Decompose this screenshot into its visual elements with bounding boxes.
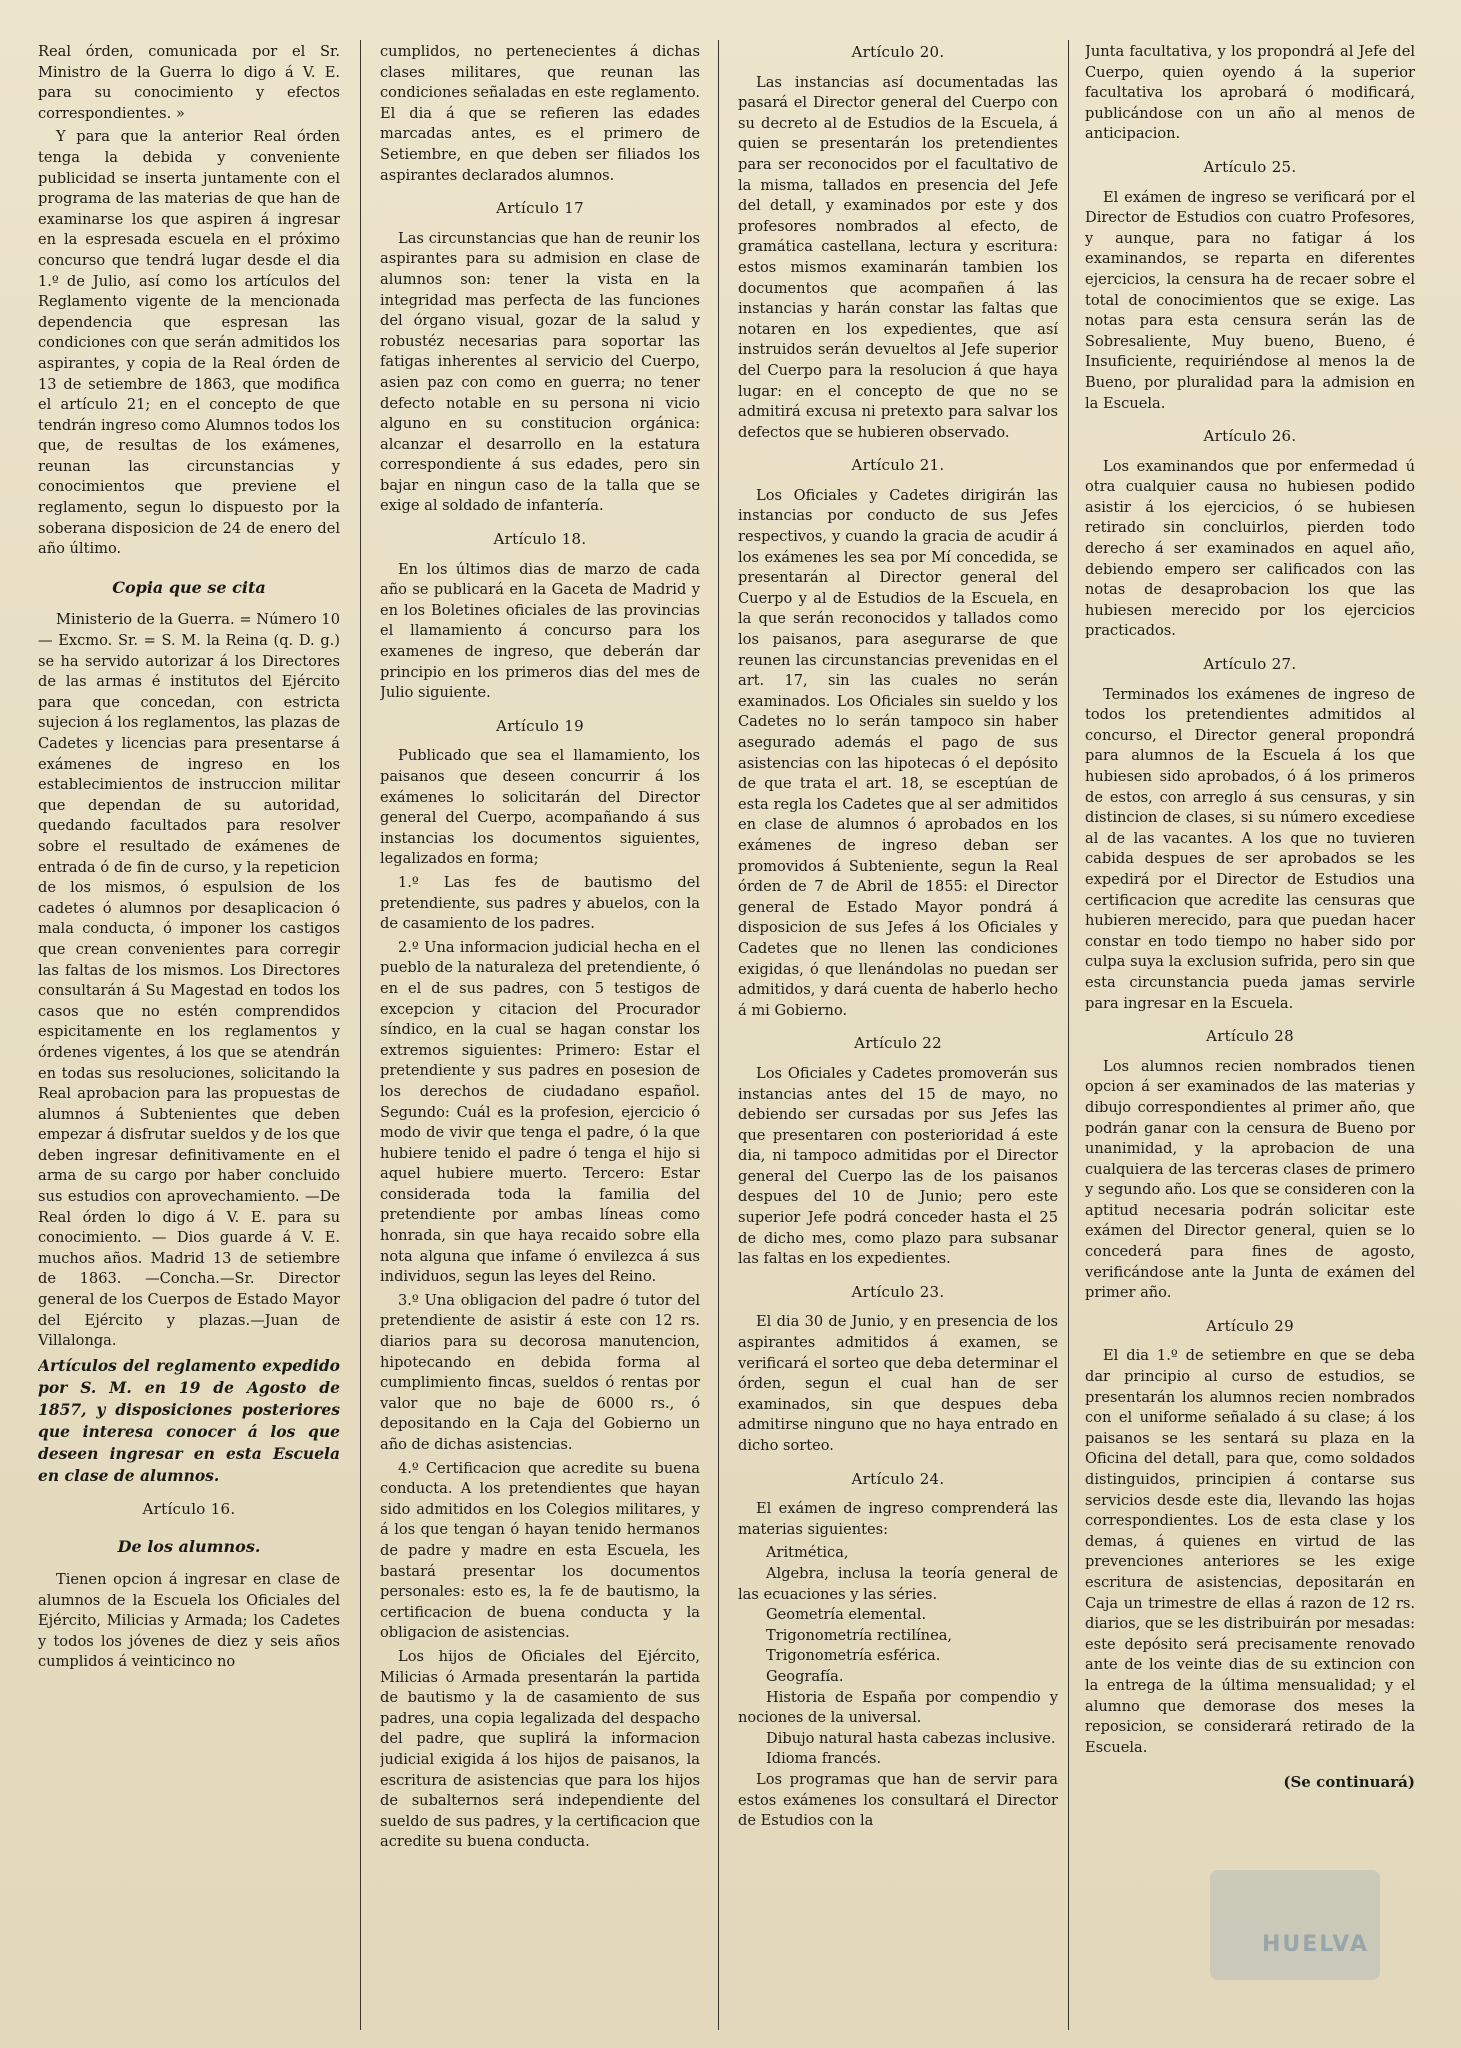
article-heading: Artículo 24. xyxy=(851,1469,945,1488)
article-heading: Artículo 19 xyxy=(496,716,584,735)
continuation-note: (Se continuará) xyxy=(1283,1773,1415,1792)
list-item: Algebra, inclusa la teoría general de las ecuaciones y las séries. xyxy=(738,1564,1058,1603)
list-item: 3.º Una obligacion del padre ó tutor del pretendiente de asistir á este con 12 rs. diarios para su decorosa manutencion, hipotecando en debida forma al cumplimiento fincas, sueldos ó rentas por valor que no baje de 6000 rs., ó depositando en la Caja del Gobierno un año de dichas asistencias. xyxy=(380,1291,700,1453)
list-item: 1.º Las fes de bautismo del pretendiente, sus padres y abuelos, con la de casamiento de los padres. xyxy=(380,873,700,933)
paragraph: Los Oficiales y Cadetes dirigirán las instancias por conducto de sus Jefes respectivos, y cuando la gracia de acudir á los exámenes les sea por Mí concedida, se presentarán al Director general del Cuerpo y al de Estudios de la Escuela, en la que serán reconocidos y tallados como los paisanos, para asegurarse de que reunen las circunstancias prevenidas en el art. 17, sin las cuales no serán examinados. Los Oficiales sin sueldo y los Cadetes no lo serán tampoco sin haber asegurado además el pago de sus asistencias con las hipotecas ó el depósito de que trata el art. 18, se esceptúan de esta regla los Cadetes que al ser admitidos en clase de alumnos ó aprobados en los exámenes de ingreso deban ser promovidos á Subteniente, segun la Real órden de 7 de Abril de 1855: el Director general de Estado Mayor pondrá á disposicion de sus Jefes á los Oficiales y Cadetes que no llenen las condiciones exigidas, ó que llenándolas no puedan ser admitidos, y dará cuenta de haberlo hecho á mi Gobierno. xyxy=(738,486,1058,1019)
paragraph: El dia 30 de Junio, y en presencia de los aspirantes admitidos á examen, se verificará el sorteo que deba determinar el órden, segun el cual han de ser examinados, sin que despues deba admitirse ninguno que no haya entrado en dicho sorteo. xyxy=(738,1313,1058,1454)
list-item: 4.º Certificacion que acredite su buena conducta. A los pretendientes que hayan sido admitidos en los Colegios militares, y á los que tengan ó hayan tenido hermanos de padre y madre en esta Escuela, les bastará presentar los documentos personales: esto es, la fe de bautismo, la certificacion de buena conducta y la obligacion de asistencias. xyxy=(380,1459,700,1642)
article-heading: Artículo 22 xyxy=(854,1034,942,1053)
list-item: Historia de España por compendio y nociones de la universal. xyxy=(738,1688,1058,1727)
paragraph: Publicado que sea el llamamiento, los paisanos que deseen concurrir á los exámenes lo solicitarán del Director general del Cuerpo, acompañando á sus instancias los documentos siguientes, legalizados en forma; xyxy=(380,747,700,868)
list-item: Dibujo natural hasta cabezas inclusive. xyxy=(766,1729,1056,1747)
article-heading: Artículo 27. xyxy=(1203,655,1297,674)
article-heading: Artículo 29 xyxy=(1206,1316,1294,1335)
article-heading: Artículo 25. xyxy=(1203,157,1297,176)
column-2 xyxy=(380,42,700,2032)
article-heading: Artículo 23. xyxy=(851,1282,945,1301)
paragraph: El exámen de ingreso comprenderá las materias siguientes: xyxy=(738,1500,1058,1538)
paragraph: En los últimos dias de marzo de cada año se publicará en la Gaceta de Madrid y en los Boletines oficiales de las provincias el llamamiento á concurso para los examenes de ingreso, que deberán dar principio en los primeros dias del mes de Julio siguiente. xyxy=(380,560,700,702)
article-heading: Artículo 28 xyxy=(1206,1027,1294,1046)
paragraph: Y para que la anterior Real órden tenga la debida y conveniente publicidad se inserta juntamente con el programa de las materias de que han de examinarse los que aspiren á ingresar en la espresada escuela en el próximo concurso que tendrá lugar desde el dia 1.º de Julio, así como los artículos del Reglamento vigente de la mencionada dependencia que espresan las condiciones con que serán admitidos los aspirantes, y copia de la Real órden de 13 de setiembre de 1863, que modifica el artículo 21; en el concepto de que tendrán ingreso como Alumnos todos los que, de resultas de los exámenes, reunan las circunstancias y conocimientos que previene el reglamento, segun lo dispuesto por la soberana disposicion de 24 de enero del año último. xyxy=(38,128,340,558)
paragraph: Los alumnos recien nombrados tienen opcion á ser examinados de las materias y dibujo correspondientes al primer año, que podrán ganar con la censura de Bueno por unanimidad, y la aprobacion de una cualquiera de las terceras clases de primero y segundo año. Los que se consideren con la aptitud necesaria podrán solicitar este exámen del Director general, quien se lo concederá para fines de agosto, verificándose ante la Junta de exámen del primer año. xyxy=(1085,1057,1415,1302)
list-item: Idioma francés. xyxy=(766,1750,882,1768)
article-heading: Artículo 26. xyxy=(1203,427,1297,446)
column-rule xyxy=(718,40,719,2030)
column-1 xyxy=(38,42,340,2032)
paragraph: Junta facultativa, y los propondrá al Jefe del Cuerpo, quien oyendo á la superior facultativa los aprobará ó modificará, publicándose con un año al menos de anticipacion. xyxy=(1085,43,1415,143)
list-item: Aritmética, xyxy=(766,1544,849,1562)
article-heading: Artículo 21. xyxy=(851,456,945,475)
paragraph: El dia 1.º de setiembre en que se deba dar principio al curso de estudios, se presentarán los alumnos recien nombrados con el uniforme señalado á su clase; á los paisanos se les sentará su plaza en la Oficina del detall, para que, como soldados distinguidos, principien á contarse sus servicios desde este dia, llevando las hojas correspondientes. Los de esta clase y los demas, á quienes en virtud de las prevenciones anteriores se les exige escritura de asistencias, depositarán en Caja un trimestre de ellas á razon de 12 rs. diarios, que se les distribuirán por mesadas: este depósito será precisamente renovado ante de los veinte dias de su extincion con la entrega de la última mensualidad; y el alumno que demorase dos meses la reposicion, se considerará retirado de la Escuela. xyxy=(1085,1347,1415,1756)
paragraph: Los programas que han de servir para estos exámenes los consultará el Director de Estudios con la xyxy=(738,1770,1058,1830)
column-3 xyxy=(738,42,1058,2032)
section-heading: Copia que se cita xyxy=(112,577,266,597)
paragraph: Los Oficiales y Cadetes promoverán sus instancias antes del 15 de mayo, no debiendo ser cursadas por sus Jefes las que presentaren con posterioridad á este dia, ni tampoco admitidas por el Director general del Cuerpo las de los paisanos despues del 10 de Junio; pero este superior Jefe podrá conceder hasta el 25 de dicho mes, como plazo para subsanar las faltas en los expedientes. xyxy=(738,1064,1058,1268)
list-item: 2.º Una informacion judicial hecha en el pueblo de la naturaleza del pretendiente, ó en el de sus padres, con 5 testigos de excepcion y citacion del Procurador síndico, en la cual se hagan constar los extremos siguientes: Primero: Estar el pretendiente y sus padres en posesion de los derechos de ciudadano español. Segundo: Cuál es la profesion, ejercicio ó modo de vivir que tenga el padre, ó la que hubiere tenido el padre ó tenga el hijo si aquel hubiere muerto. Tercero: Estar considerada toda la familia del pretendiente por ambas líneas como honrada, sin que haya recaido sobre ella nota alguna que infame ó envilezca á sus individuos, segun las leyes del Reino. xyxy=(380,938,700,1286)
section-heading: De los alumnos. xyxy=(117,1537,261,1557)
column-rule xyxy=(1068,40,1069,2030)
article-heading: Artículo 20. xyxy=(851,43,945,61)
list-item: Geografía. xyxy=(766,1667,844,1685)
paragraph: El exámen de ingreso se verificará por el Director de Estudios con cuatro Profesores, y aunque, para no fatigar á los examinandos, se reparta en diferentes ejercicios, la censura ha de recaer sobre el total de conocimientos que se exige. Las notas para esta censura serán las de Sobresaliente, Muy bueno, Bueno, é Insuficiente, requiriéndose al menos la de Bueno, por pluralidad para la admision en la Escuela. xyxy=(1085,188,1415,412)
list-item: Trigonometría rectilínea, xyxy=(766,1626,953,1644)
paragraph: Tienen opcion á ingresar en clase de alumnos de la Escuela los Oficiales del Ejército, Milicias y Armada; los Cadetes y todos los jóvenes de diez y seis años cumplidos á veinticinco no xyxy=(38,1571,340,1671)
archive-stamp xyxy=(1210,1870,1380,1980)
paragraph: Las circunstancias que han de reunir los aspirantes para su admision en clase de alumnos son: tener la vista en la integridad mas perfecta de las funciones del órgano visual, gozar de la salud y robustéz necesarias para soportar las fatigas inherentes al servicio del Cuerpo, asien paz con como en guerra; no tener defecto notable en su persona ni vicio alguno en su constitucion orgánica: alcanzar el desarrollo en la estatura correspondiente á sus edades, pero sin bajar en ningun caso de la talla que se exige al soldado de infantería. xyxy=(380,229,700,515)
article-heading: Artículo 18. xyxy=(493,530,587,549)
paragraph: cumplidos, no pertenecientes á dichas clases militares, que reunan las condiciones señaladas en este reglamento. El dia á que se refieren las edades marcadas antes, es el primero de Setiembre, en que deben ser filiados los aspirantes declarados alumnos. xyxy=(380,43,700,184)
paragraph: Los hijos de Oficiales del Ejército, Milicias ó Armada presentarán la partida de bautismo y la de casamiento de sus padres, una copia legalizada del despacho del padre, que suplirá la informacion judicial exigida á los hijos de paisanos, la escritura de asistencias que para los hijos de subalternos será independiente del sueldo de sus padres, y la certificacion que acredite su buena conducta. xyxy=(380,1647,700,1851)
paragraph: Ministerio de la Guerra. = Número 10 — Excmo. Sr. = S. M. la Reina (q. D. g.) se ha servido autorizar á los Directores de las armas é institutos del Ejército para que concedan, con estricta sujecion á los reglamentos, las plazas de Cadetes y licencias para presentarse á exámenes de ingreso en los establecimientos de instruccion militar que dependan de su autoridad, quedando facultados para resolver sobre el resultado de exámenes de entrada ó de fin de curso, y la repeticion de los mismos, ó espulsion de los cadetes ó alumnos por desaplicacion ó mala conducta, ó imponer los castigos que crean convenientes para corregir las faltas de los mismos. Los Directores consultarán á Su Magestad en todos los casos que no estén comprendidos espicitamente en los reglamentos y órdenes vigentes, á los que se atendrán en todas sus resoluciones, solicitando la Real aprobacion para las propuestas de alumnos á Subtenientes que deben empezar á disfrutar sueldos y de los que deben ingresar definitivamente en el arma de su cargo por haber concluido sus estudios con aprovechamiento. —De Real órden lo digo á V. E. para su conocimiento. — Dios guarde á V. E. muchos años. Madrid 13 de setiembre de 1863. —Concha.—Sr. Director general de los Cuerpos de Estado Mayor del Ejército y plazas.—Juan de Villalonga. xyxy=(38,611,340,1350)
paragraph: Las instancias así documentadas las pasará el Director general del Cuerpo con su decreto al de Estudios de la Escuela, á quien se presentarán los pretendientes para ser reconocidos por el facultativo de la misma, tallados en presencia del Jefe del detall, y examinados por este y dos profesores nombrados al efecto, de gramática castellana, lectura y escritura: estos mismos examinarán tambien los documentos que acompañen á las instancias y harán constar las faltas que notaren en los expedientes, que así instruidos serán devueltos al Jefe superior del Cuerpo para la resolucion á que haya lugar: en el concepto de que no se admitirá excusa ni pretexto para salvar los defectos que se hubieren observado. xyxy=(738,73,1058,441)
paragraph: Terminados los exámenes de ingreso de todos los pretendientes admitidos al concurso, el Director general propondrá para alumnos de la Escuela á los que hubiesen sido aprobados, ó á los primeros de estos, con arreglo á sus censuras, y sin distincion de clases, si su número excediese al de las vacantes. A los que no tuvieren cabida despues de ser aprobados se les expedirá por el Director de Estudios una certificacion que acredite las censuras que hubieren merecido, para que puedan hacer constar en todo tiempo no haber sido por culpa suya la exclusion sufrida, pero sin que esta circunstancia pueda jamas servirle para ingresar en la Escuela. xyxy=(1085,685,1415,1012)
paragraph: Los examinandos que por enfermedad ú otra cualquier causa no hubiesen podido asistir á los ejercicios, ó se hubiesen retirado sin concluirlos, pierden todo derecho á ser examinados en aquel año, debiendo empero ser calificados con las notas de desaprobacion los que las hubiesen merecido por los ejercicios practicados. xyxy=(1085,457,1415,640)
paragraph: Real órden, comunicada por el Sr. Ministro de la Guerra lo digo á V. E. para su conocimiento y efectos correspondientes. » xyxy=(38,43,340,122)
article-heading: Artículo 16. xyxy=(142,1499,236,1518)
list-item: Trigonometría esférica. xyxy=(766,1647,941,1665)
column-rule xyxy=(360,40,361,2030)
list-item: Geometría elemental. xyxy=(766,1606,927,1624)
italic-heading: Artículos del reglamento expedido por S. M. en 19 de Agosto de 1857, y disposiciones posteriores que interesa conocer á los que deseen ingresar en esta Escuela en clase de alumnos. xyxy=(38,1355,340,1485)
column-4 xyxy=(1085,42,1415,2032)
article-heading: Artículo 17 xyxy=(496,199,584,218)
archive-stamp-label: HUELVA xyxy=(1262,1932,1369,1957)
